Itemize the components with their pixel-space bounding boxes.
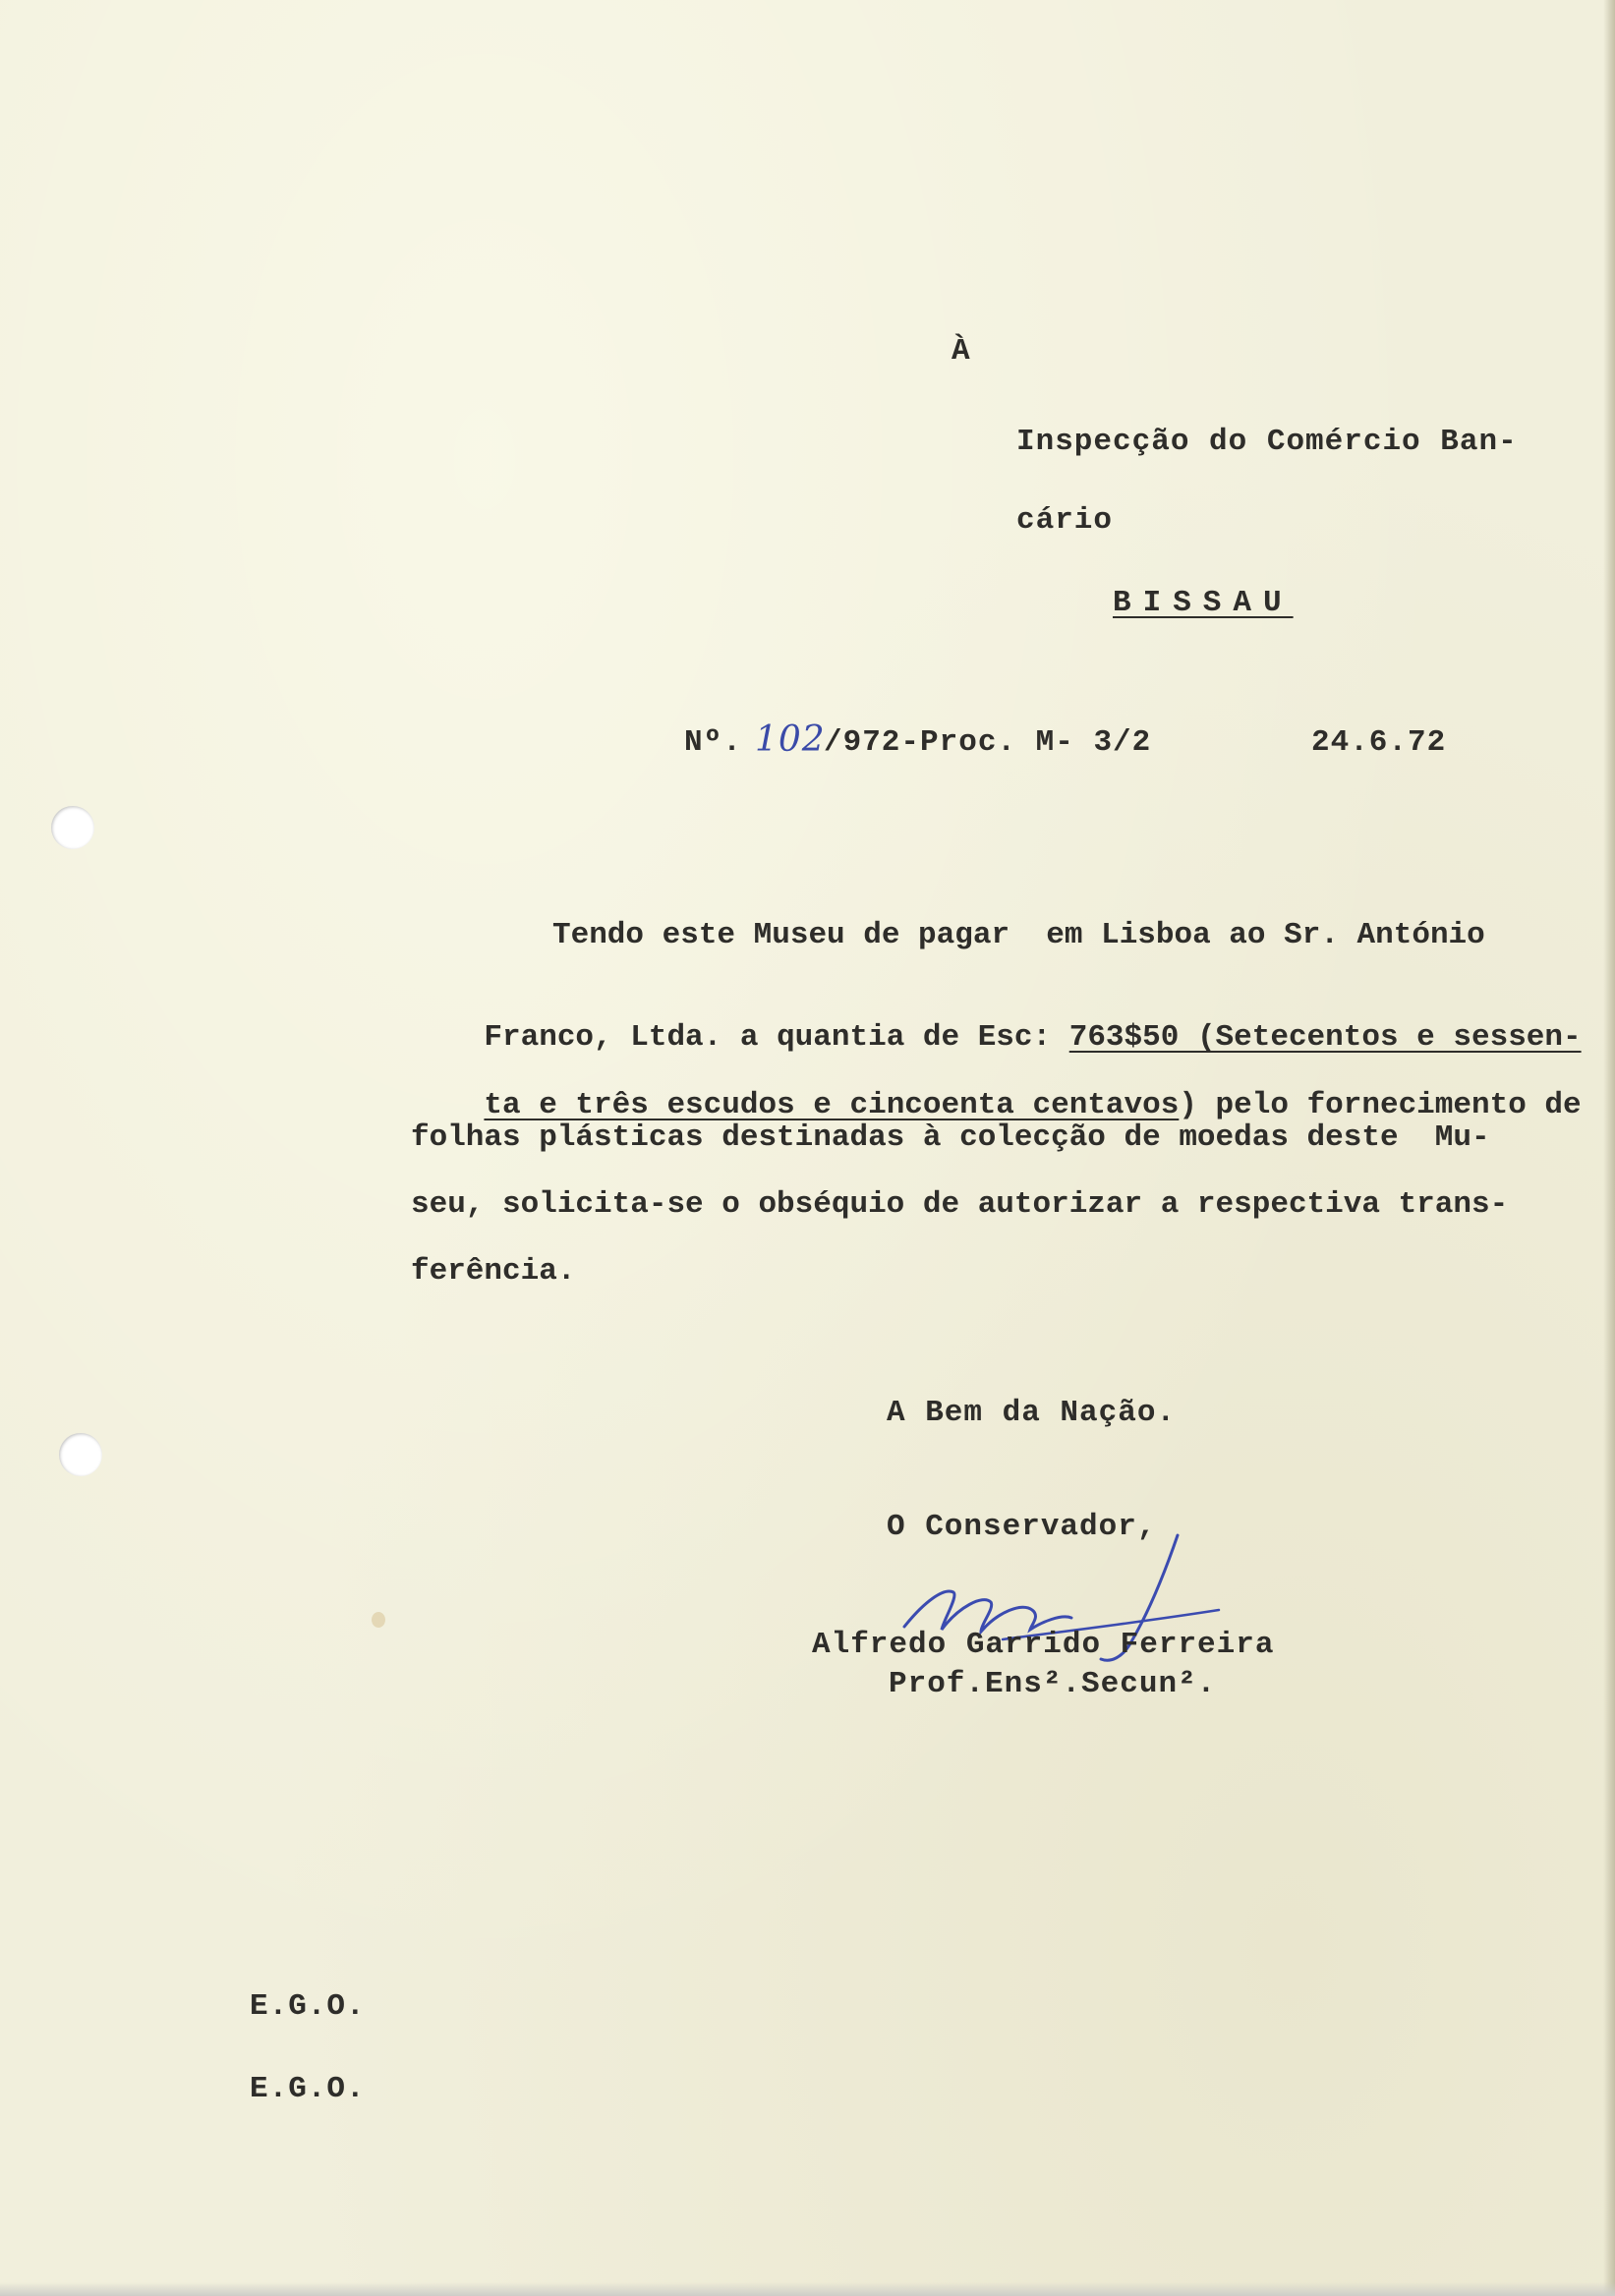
page-bottom-edge bbox=[0, 2282, 1615, 2296]
amount-underlined: 763$50 (Setecentos e sessen- bbox=[1068, 1020, 1582, 1055]
reference-process: /972-Proc. M- 3/2 bbox=[824, 725, 1152, 760]
body-line-6: ferência. bbox=[411, 1254, 576, 1289]
recipient-line-1: Inspecção do Comércio Ban- bbox=[1016, 425, 1518, 459]
reference-prefix: Nº. bbox=[684, 725, 742, 760]
page-edge-shadow bbox=[1603, 0, 1615, 2296]
recipient-line-2: cário bbox=[1016, 503, 1114, 538]
punch-hole-bottom bbox=[59, 1433, 102, 1476]
body-line-1: Tendo este Museu de pagar em Lisboa ao Sr. António bbox=[552, 918, 1485, 952]
paper-stain bbox=[372, 1612, 385, 1628]
closing-line-1: A Bem da Nação. bbox=[887, 1396, 1177, 1430]
body-line-2-text: Franco, Ltda. a quantia de Esc: bbox=[484, 1020, 1069, 1055]
salutation: À bbox=[952, 334, 971, 369]
footer-line-1: E.G.O. bbox=[250, 1989, 366, 2024]
body-line-3-text: ) pelo fornecimento de bbox=[1179, 1088, 1582, 1122]
punch-hole-top bbox=[51, 806, 94, 849]
amount-words-underlined: ta e três escudos e cincoenta centavos bbox=[484, 1088, 1180, 1122]
body-line-4: folhas plásticas destinadas à colecção de moedas deste Mu- bbox=[411, 1120, 1490, 1155]
body-line-5: seu, solicita-se o obséquio de autorizar a respectiva trans- bbox=[411, 1187, 1509, 1222]
recipient-city: BISSAU bbox=[1113, 586, 1294, 620]
closing-line-2: O Conservador, bbox=[887, 1510, 1157, 1544]
reference-handwritten-number: 102 bbox=[755, 719, 826, 760]
signatory-title: Prof.Ens².Secun². bbox=[889, 1667, 1217, 1701]
footer-line-2: E.G.O. bbox=[250, 2072, 366, 2106]
reference-date: 24.6.72 bbox=[1311, 725, 1447, 760]
signatory-name: Alfredo Garrido Ferreira bbox=[812, 1628, 1275, 1662]
